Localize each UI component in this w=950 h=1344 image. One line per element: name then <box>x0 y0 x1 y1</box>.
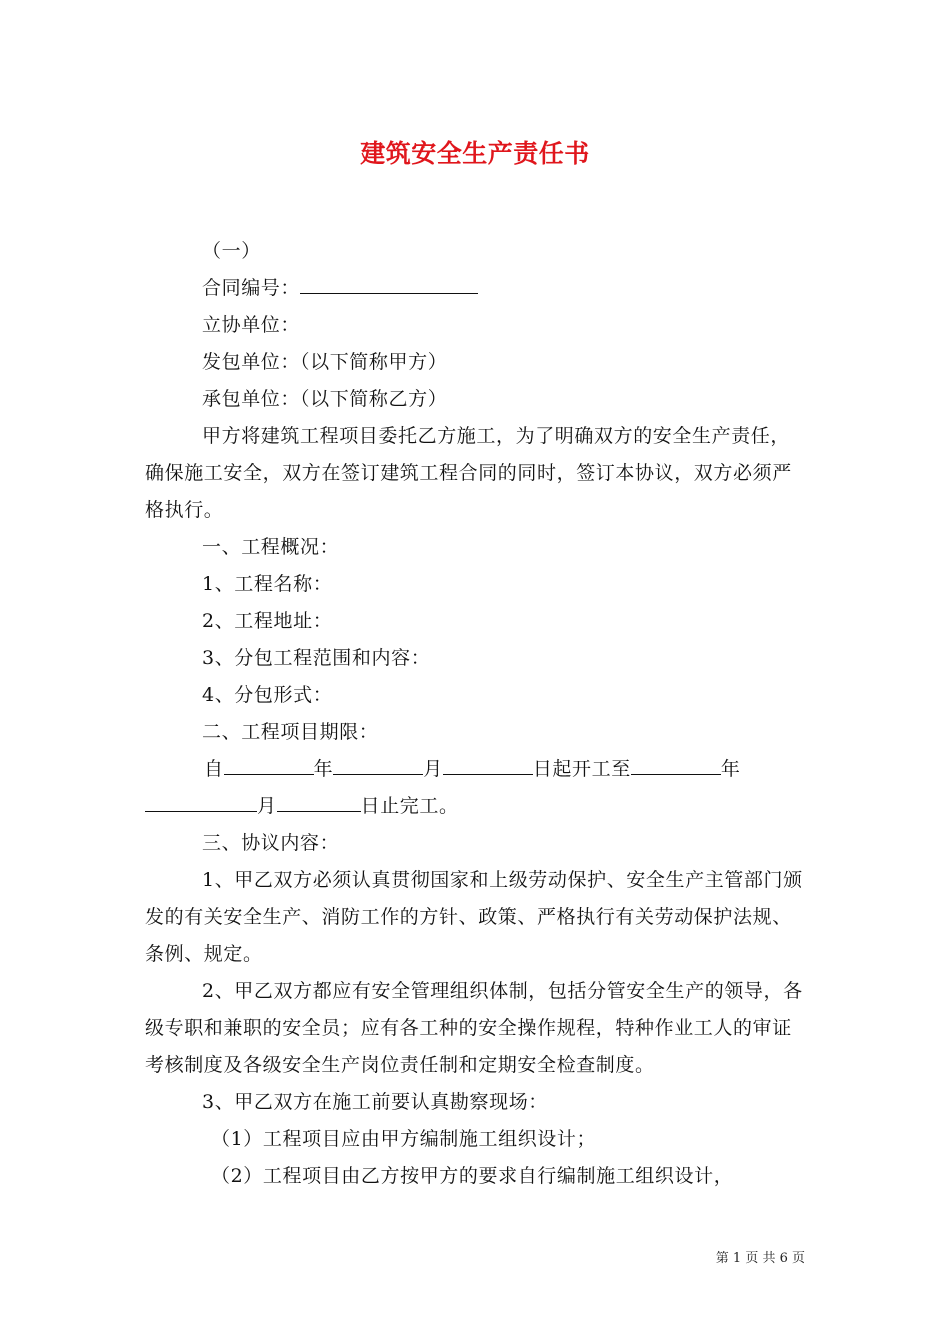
blank-month-end-a <box>145 790 219 812</box>
period-day-start: 日起开工至 <box>532 758 631 780</box>
period-year: 年 <box>313 758 334 780</box>
document-title: 建筑安全生产责任书 <box>360 139 590 168</box>
blank-day-start <box>443 753 533 775</box>
item-scope: 3、分包工程范围和内容： <box>202 647 431 669</box>
section-marker: （一） <box>202 240 261 262</box>
item-project-name: 1、工程名称： <box>202 573 333 595</box>
contract-no-blank <box>300 272 478 294</box>
item-form: 4、分包形式： <box>202 684 333 706</box>
contract-no-line <box>145 270 807 307</box>
period-month: 月 <box>423 758 443 780</box>
page-number: 第 1 页 共 6 页 <box>715 1251 805 1266</box>
heading-agreement: 三、协议内容： <box>202 832 340 854</box>
intro-paragraph: 甲方将建筑工程项目委托乙方施工，为了明确双方的安全生产责任，确保施工安全，双方在签订建筑工程合同的同时，签订本协议，双方必须严格执行。 <box>145 425 792 521</box>
period-from: 自 <box>204 758 224 780</box>
sub-clause-1: （1）工程项目应由甲方编制施工组织设计； <box>211 1128 597 1150</box>
blank-year-start <box>224 753 314 775</box>
period-line <box>145 751 807 825</box>
item-project-address: 2、工程地址： <box>202 610 333 632</box>
period-month-end: 月 <box>257 795 277 817</box>
heading-project-overview: 一、工程概况： <box>202 536 340 558</box>
heading-period: 二、工程项目期限： <box>202 721 379 743</box>
contract-no-label: 合同编号： <box>202 277 301 299</box>
party-label: 立协单位： <box>202 314 301 336</box>
employer-label: 发包单位：（以下简称甲方） <box>202 351 448 373</box>
clause-3: 3、甲乙双方在施工前要认真勘察现场： <box>202 1091 548 1113</box>
document-body <box>145 233 807 1195</box>
blank-day-end <box>277 790 361 812</box>
period-year-end: 年 <box>720 758 741 780</box>
blank-year-end <box>631 753 721 775</box>
sub-clause-2: （2）工程项目由乙方按甲方的要求自行编制施工组织设计， <box>211 1165 734 1187</box>
blank-month-start <box>333 753 423 775</box>
clause-1: 1、甲乙双方必须认真贯彻国家和上级劳动保护、安全生产主管部门颁发的有关安全生产、消防工作的方针、政策、严格执行有关劳动保护法规、条例、规定。 <box>145 869 803 965</box>
period-day-end: 日止完工。 <box>360 795 459 817</box>
contractor-label: 承包单位：（以下简称乙方） <box>202 388 448 410</box>
blank-month-end-b <box>219 790 257 812</box>
clause-2: 2、甲乙双方都应有安全管理组织体制，包括分管安全生产的领导，各级专职和兼职的安全员；应有各工种的安全操作规程，特种作业工人的审证考核制度及各级安全生产岗位责任制和定期安全检查制度。 <box>145 980 803 1076</box>
